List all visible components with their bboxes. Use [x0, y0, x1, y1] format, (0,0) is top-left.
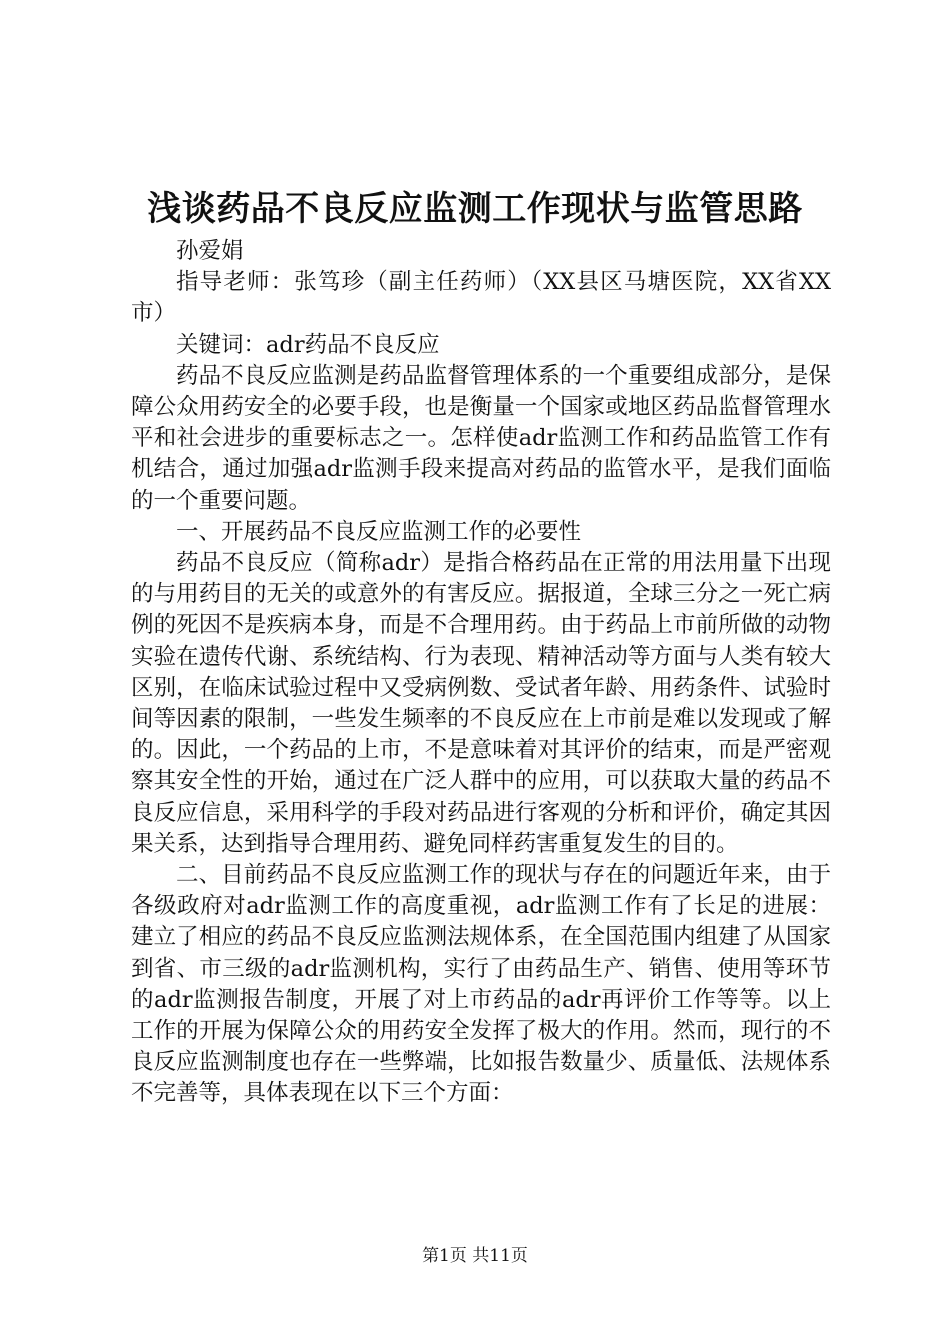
keywords-line: 关键词：adr药品不良反应: [176, 331, 440, 358]
author-line: 孙爱娟: [176, 238, 244, 264]
document-title: 浅谈药品不良反应监测工作现状与监管思路: [147, 189, 803, 229]
advisor-line: 指导老师：张笃珍（副主任药师）（XX县区马塘医院，XX省XX市）: [131, 269, 831, 327]
page-footer: 第1页 共11页: [422, 1246, 528, 1266]
paragraph-intro: 药品不良反应监测是药品监督管理体系的一个重要组成部分，是保障公众用药安全的必要手段，也是衡量一个国家或地区药品监督管理水平和社会进步的重要标志之一。怎样使adr监测工作和药品监管工作有机结合，通过加强adr监测手段来提高对药品的监管水平，是我们面临的一个重要问题。: [131, 362, 831, 514]
paragraph-section-2: 二、目前药品不良反应监测工作的现状与存在的问题近年来，由于各级政府对adr监测工作的高度重视，adr监测工作有了长足的进展：建立了相应的药品不良反应监测法规体系，在全国范围内组建了从国家到省、市三级的adr监测机构，实行了由药品生产、销售、使用等环节的adr监测报告制度，开展了对上市药品的adr再评价工作等等。以上工作的开展为保障公众的用药安全发挥了极大的作用。然而，现行的不良反应监测制度也存在一些弊端，比如报告数量少、质量低、法规体系不完善等，具体表现在以下三个方面：: [131, 862, 831, 1107]
document-body: [131, 236, 831, 1110]
section-heading-1: 一、开展药品不良反应监测工作的必要性: [176, 518, 582, 545]
paragraph-section-1: 药品不良反应（简称adr）是指合格药品在正常的用法用量下出现的与用药目的无关的或意外的有害反应。据报道，全球三分之一死亡病例的死因不是疾病本身，而是不合理用药。由于药品上市前所做的动物实验在遗传代谢、系统结构、行为表现、精神活动等方面与人类有较大区别，在临床试验过程中又受病例数、受试者年龄、用药条件、试验时间等因素的限制，一些发生频率的不良反应在上市前是难以发现或了解的。因此，一个药品的上市，不是意味着对其评价的结束，而是严密观察其安全性的开始，通过在广泛人群中的应用，可以获取大量的药品不良反应信息，采用科学的手段对药品进行客观的分析和评价，确定其因果关系，达到指导合理用药、避免同样药害重复发生的目的。: [131, 550, 831, 857]
